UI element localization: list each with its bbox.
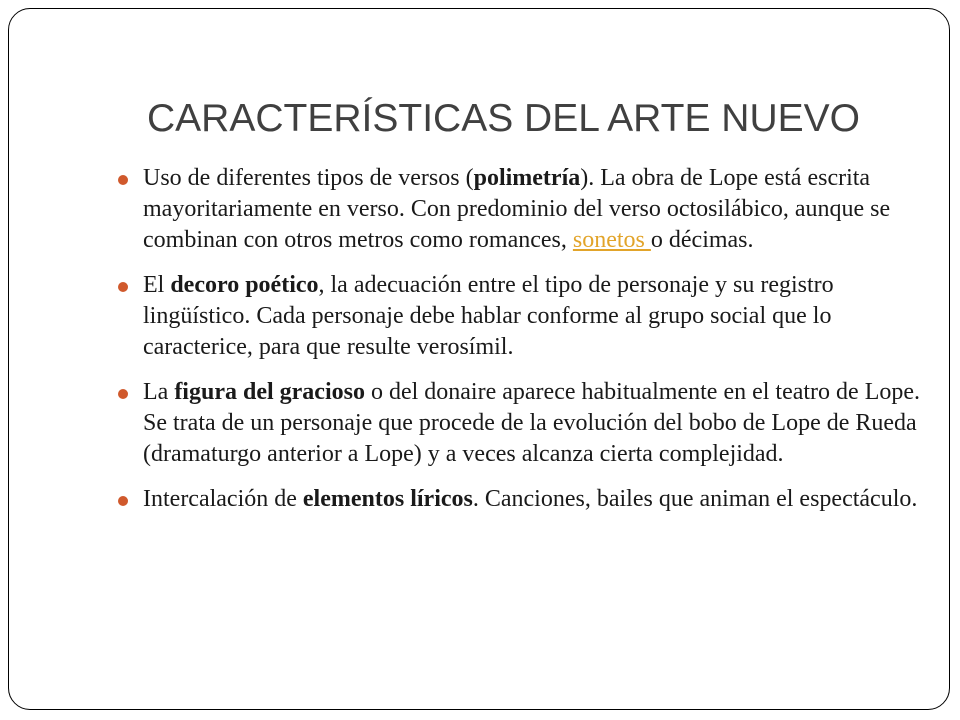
bullet-bold-term: figura del gracioso [174,379,365,405]
bullet-dot-icon [118,389,128,399]
bullet-bold-term: decoro poético [170,272,319,298]
bullet-text [143,486,917,512]
bullet-text-part: Uso de diferentes tipos de versos ( [143,165,474,191]
bullet-item-gracioso [113,377,925,470]
bullet-text-part: o décimas. [650,227,754,253]
bullet-text-part: ). La obra de Lope está escrita mayoritariamente en verso. Con predominio del verso octosilábico, aunque se combinan con otros metros como romances, [143,165,891,253]
sonetos-link[interactable]: sonetos [572,227,651,253]
bullet-text-part: El [143,272,171,298]
bullet-text-part: , la adecuación entre el tipo de personaje y su registro lingüístico. Cada personaje debe hablar conforme al grupo social que lo caracterice, para que resulte verosímil. [143,272,834,360]
bullet-bold-term: polimetría [473,165,581,191]
bullet-text-part: Intercalación de [143,486,303,512]
bullet-text [143,272,834,360]
bullet-item-liricos [113,484,925,515]
bullet-text [143,165,890,253]
bullet-dot-icon [118,282,128,292]
bullet-list [113,163,925,529]
bullet-text-part: La [143,379,175,405]
slide-frame [8,8,950,710]
bullet-text-part: . Canciones, bailes que animan el espectáculo. [472,486,918,512]
bullet-text-part: o del donaire aparece habitualmente en el teatro de Lope. Se trata de un personaje que procede de la evolución del bobo de Lope de Rueda (dramaturgo anterior a Lope) y a veces alcanza cierta complejidad. [143,379,921,467]
bullet-dot-icon [118,175,128,185]
bullet-dot-icon [118,496,128,506]
bullet-item-polimetria [113,163,925,256]
bullet-text [143,379,920,467]
bullet-item-decoro [113,270,925,363]
slide-title: CARACTERÍSTICAS DEL ARTE NUEVO [147,97,860,140]
bullet-bold-term: elementos líricos [302,486,473,512]
